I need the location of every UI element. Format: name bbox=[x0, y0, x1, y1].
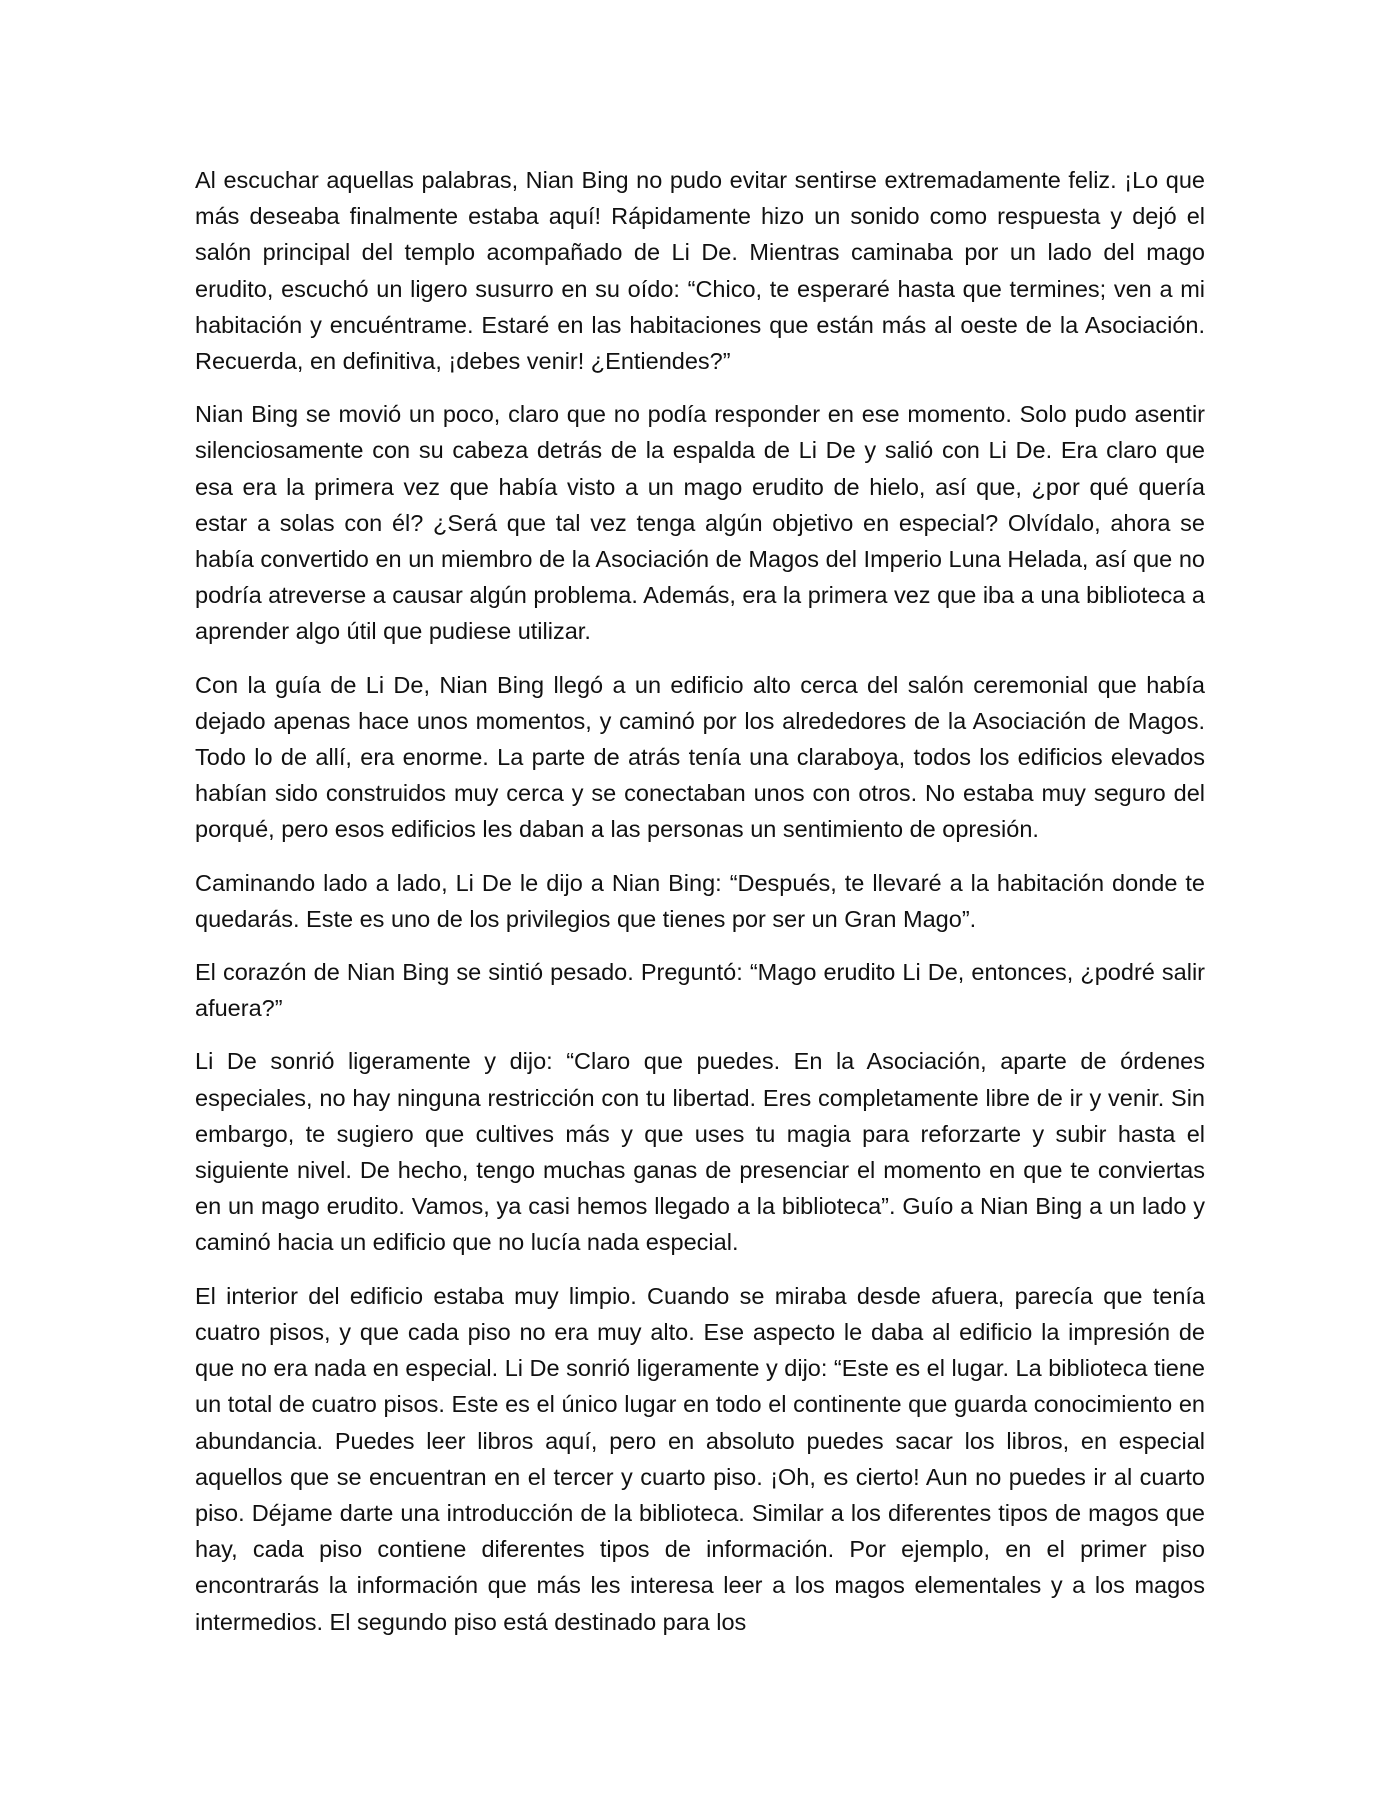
document-body bbox=[195, 162, 1205, 1657]
paragraph-7: El interior del edificio estaba muy limpio. Cuando se miraba desde afuera, parecía que tenía cuatro pisos, y que cada piso no era muy alto. Ese aspecto le daba al edificio la impresión de que no era nada en especial. Li De sonrió ligeramente y dijo: “Este es el lugar. La biblioteca tiene un total de cuatro pisos. Este es el único lugar en todo el continente que guarda conocimiento en abundancia. Puedes leer libros aquí, pero en absoluto puedes sacar los libros, en especial aquellos que se encuentran en el tercer y cuarto piso. ¡Oh, es cierto! Aun no puedes ir al cuarto piso. Déjame darte una introducción de la biblioteca. Similar a los diferentes tipos de magos que hay, cada piso contiene diferentes tipos de información. Por ejemplo, en el primer piso encontrarás la información que más les interesa leer a los magos elementales y a los magos intermedios. El segundo piso está destinado para los bbox=[195, 1282, 1205, 1635]
paragraph-6: Li De sonrió ligeramente y dijo: “Claro que puedes. En la Asociación, aparte de órdenes especiales, no hay ninguna restricción con tu libertad. Eres completamente libre de ir y venir. Sin embargo, te sugiero que cultives más y que uses tu magia para reforzarte y subir hasta el siguiente nivel. De hecho, tengo muchas ganas de presenciar el momento en que te conviertas en un mago erudito. Vamos, ya casi hemos llegado a la biblioteca”. Guío a Nian Bing a un lado y caminó hacia un edificio que no lucía nada especial. bbox=[195, 1048, 1205, 1256]
paragraph-5: El corazón de Nian Bing se sintió pesado. Preguntó: “Mago erudito Li De, entonces, ¿podré salir afuera?” bbox=[195, 959, 1205, 1022]
paragraph-3: Con la guía de Li De, Nian Bing llegó a un edificio alto cerca del salón ceremonial que había dejado apenas hace unos momentos, y caminó por los alrededores de la Asociación de Magos. Todo lo de allí, era enorme. La parte de atrás tenía una claraboya, todos los edificios elevados habían sido construidos muy cerca y se conectaban unos con otros. No estaba muy seguro del porqué, pero esos edificios les daban a las personas un sentimiento de opresión. bbox=[195, 671, 1205, 843]
paragraph-2: Nian Bing se movió un poco, claro que no podía responder en ese momento. Solo pudo asentir silenciosamente con su cabeza detrás de la espalda de Li De y salió con Li De. Era claro que esa era la primera vez que había visto a un mago erudito de hielo, así que, ¿por qué quería estar a solas con él? ¿Será que tal vez tenga algún objetivo en especial? Olvídalo, ahora se había convertido en un miembro de la Asociación de Magos del Imperio Luna Helada, así que no podría atreverse a causar algún problema. Además, era la primera vez que iba a una biblioteca a aprender algo útil que pudiese utilizar. bbox=[195, 401, 1205, 645]
paragraph-4: Caminando lado a lado, Li De le dijo a Nian Bing: “Después, te llevaré a la habitación donde te quedarás. Este es uno de los privilegios que tienes por ser un Gran Mago”. bbox=[195, 869, 1205, 932]
paragraph-1: Al escuchar aquellas palabras, Nian Bing no pudo evitar sentirse extremadamente feliz. ¡Lo que más deseaba finalmente estaba aquí! Rápidamente hizo un sonido como respuesta y dejó el salón principal del templo acompañado de Li De. Mientras caminaba por un lado del mago erudito, escuchó un ligero susurro en su oído: “Chico, te esperaré hasta que termines; ven a mi habitación y encuéntrame. Estaré en las habitaciones que están más al oeste de la Asociación. Recuerda, en definitiva, ¡debes venir! ¿Entiendes?” bbox=[195, 167, 1205, 375]
